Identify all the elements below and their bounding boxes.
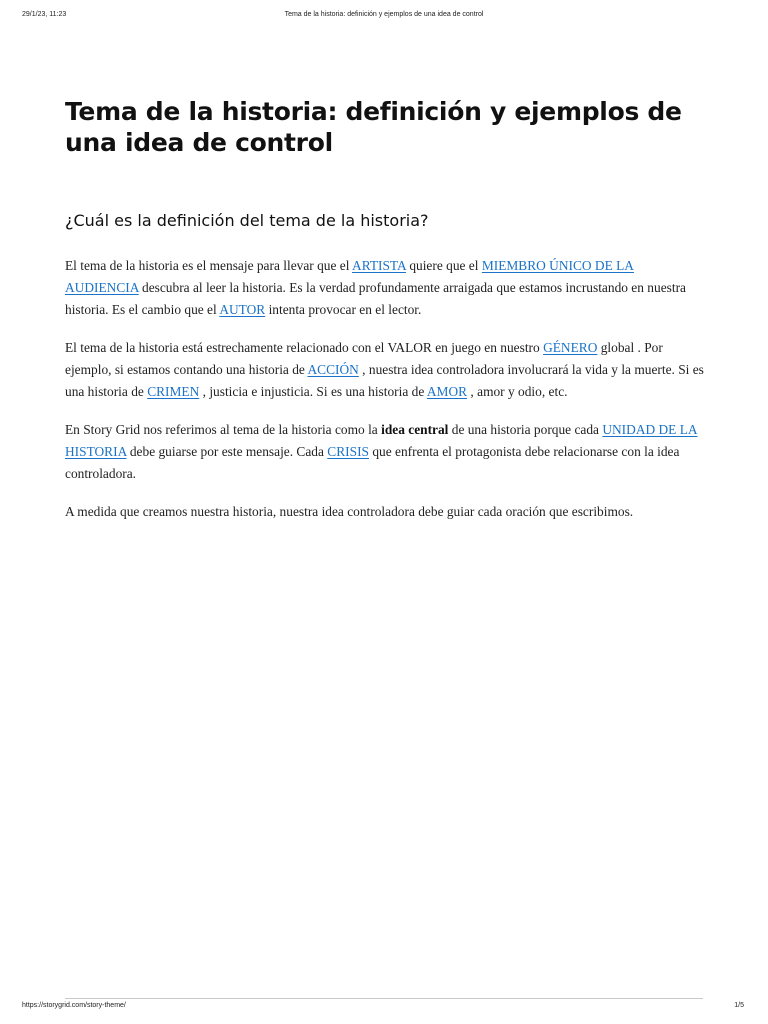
paragraph-2 xyxy=(65,337,705,403)
p1-text-1: El tema de la historia es el mensaje para llevar que el xyxy=(65,258,353,273)
p2-text-1: El tema de la historia está estrechamente relacionado con el VALOR en juego en nuestro xyxy=(65,340,544,355)
p3-text-3: debe guiarse por este mensaje. Cada xyxy=(126,444,328,459)
p1-text-3: descubra al leer la historia. Es la verdad profundamente arraigada que estamos incrustando en nuestra historia. Es el cambio que el xyxy=(65,280,686,317)
paragraph-4: A medida que creamos nuestra historia, nuestra idea controladora debe guiar cada oración que escribimos. xyxy=(65,504,634,519)
link-unidad-de-la-historia[interactable]: UNIDAD DE LA HISTORIA xyxy=(65,422,698,459)
p2-text-3: , nuestra idea controladora involucrará la vida y la muerte. Si es una historia de xyxy=(65,362,704,399)
print-date: 29/1/23, 11:23 xyxy=(22,11,67,18)
p1-text-2: quiere que el xyxy=(405,258,482,273)
p3-text-2: de una historia porque cada xyxy=(448,422,603,437)
link-accion[interactable]: ACCIÓN xyxy=(307,362,359,377)
p2-text-2: global . Por ejemplo, si estamos contando una historia de xyxy=(65,340,663,377)
page-number: 1/5 xyxy=(734,1002,744,1009)
p2-text-5: , amor y odio, etc. xyxy=(467,384,568,399)
link-miembro-unico-de-la-audiencia[interactable]: MIEMBRO ÚNICO DE LA AUDIENCIA xyxy=(65,258,634,295)
p2-text-4: , justicia e injusticia. Si es una historia de xyxy=(199,384,427,399)
link-amor[interactable]: AMOR xyxy=(426,384,468,399)
link-crimen[interactable]: CRIMEN xyxy=(147,384,200,399)
p3-text-4: que enfrenta el protagonista debe relacionarse con la idea controladora. xyxy=(65,444,680,481)
link-genero[interactable]: GÉNERO xyxy=(543,340,598,355)
paragraph-1 xyxy=(65,255,705,321)
paragraph-3 xyxy=(65,419,705,485)
print-header xyxy=(0,9,768,23)
section-heading: ¿Cuál es la definición del tema de la historia? xyxy=(65,211,429,230)
article xyxy=(65,96,705,523)
page-title: Tema de la historia: definición y ejemplos de una idea de control xyxy=(65,97,682,157)
p3-bold-idea-central: idea central xyxy=(381,422,449,437)
link-crisis[interactable]: CRISIS xyxy=(327,444,369,459)
print-document-title: Tema de la historia: definición y ejemplos de una idea de control xyxy=(284,11,484,18)
p1-text-4: intenta provocar en el lector. xyxy=(265,302,422,317)
print-url: https://storygrid.com/story-theme/ xyxy=(22,1002,126,1009)
footer-divider xyxy=(65,998,703,999)
p3-text-1: En Story Grid nos referimos al tema de la historia como la xyxy=(65,422,382,437)
link-artista[interactable]: ARTISTA xyxy=(352,258,406,273)
link-autor[interactable]: AUTOR xyxy=(219,302,266,317)
